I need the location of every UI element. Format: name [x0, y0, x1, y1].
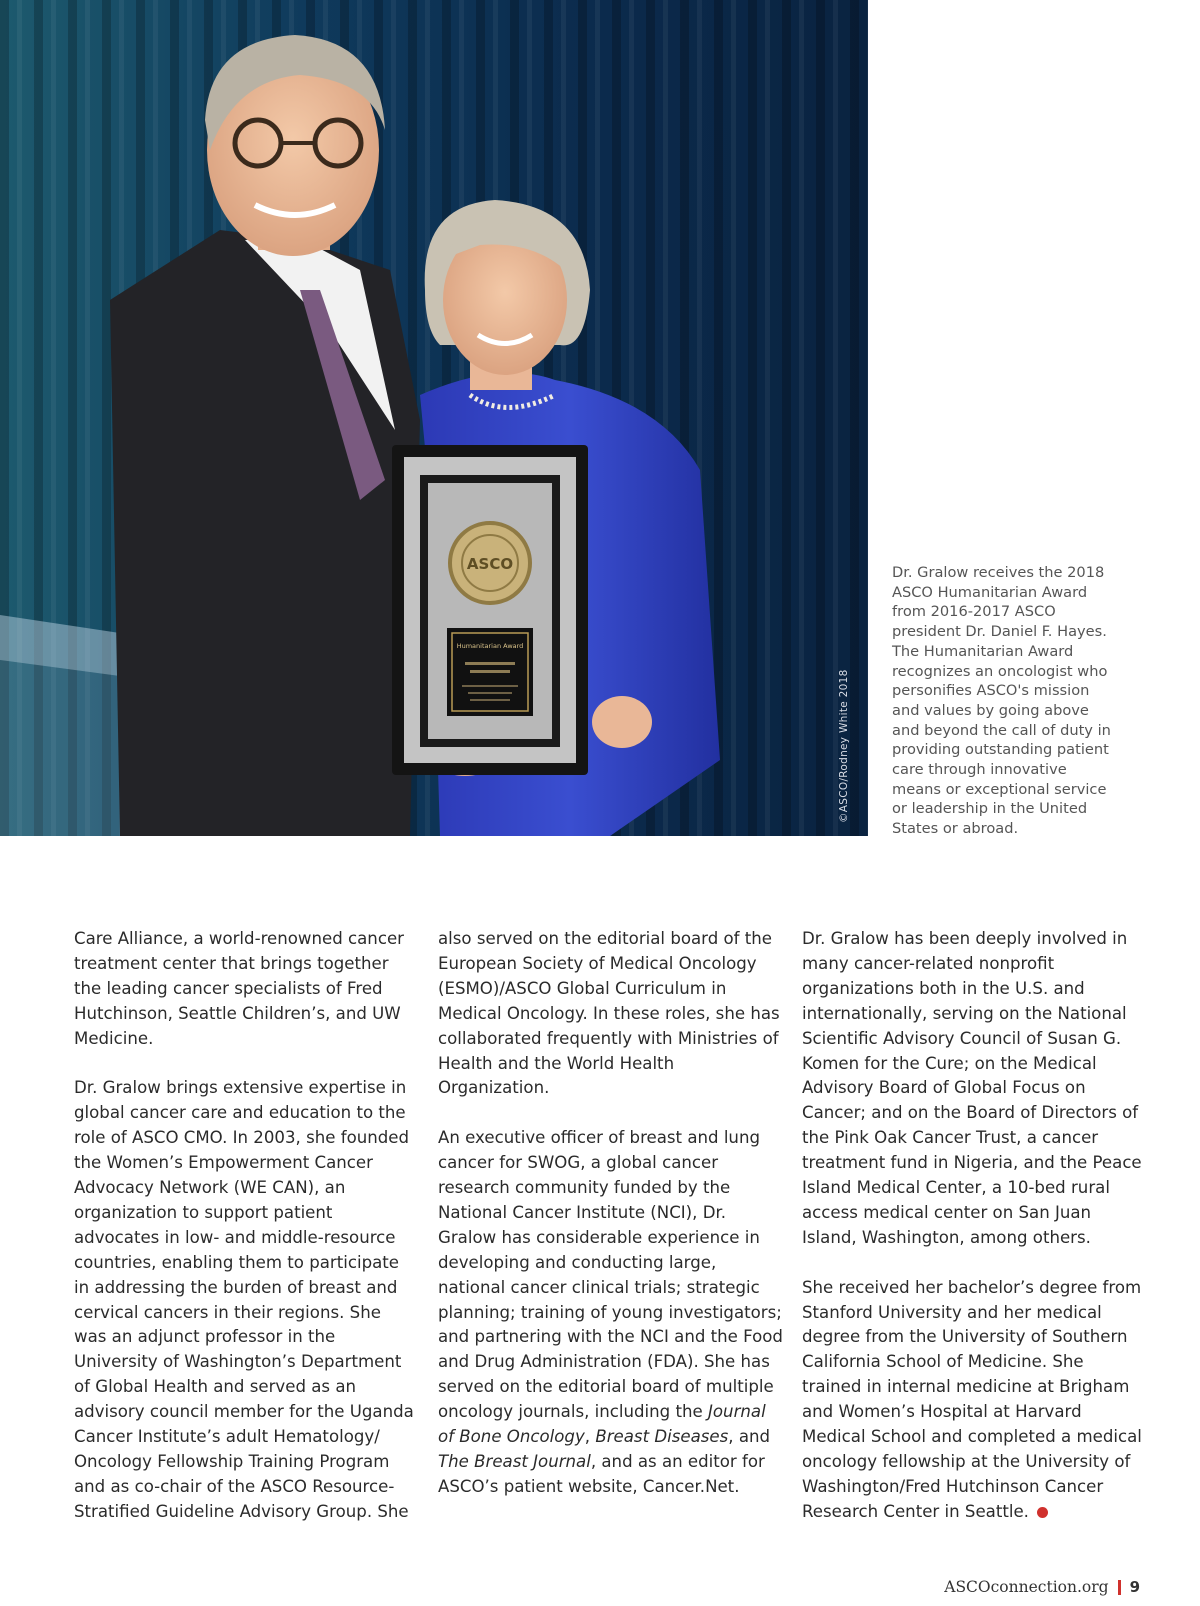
- award-photo-illustration: [0, 0, 868, 836]
- column-3-paragraph-1: Dr. Gralow has been deeply involved in many cancer-related nonprofit organizations both in the U.S. and internationally, serving on the National Scientific Advisory Council of Susan G. Komen for the Cure; on the Medical Advisory Board of Global Focus on Cancer; and on the Board of Directors of the Pink Oak Cancer Trust, a cancer treatment fund in Nigeria, and the Peace Island Medical Center, a 10-bed rural access medical center on San Juan Island, Washington, among others.: [802, 929, 1142, 1247]
- column-1-paragraph-1: Care Alliance, a world-renowned cancer treatment center that brings together the leading cancer specialists of Fred Hutchinson, Seattle Children’s, and UW Medicine.: [74, 929, 404, 1048]
- column-1-paragraph-2: Dr. Gralow brings extensive expertise in global cancer care and education to the role of ASCO CMO. In 2003, she founded the Women’s Empowerment Cancer Advocacy Network (WE CAN), an organization to support patient advocates in low- and middle-resource countries, enabling them to participate in addressing the burden of breast and cervical cancers in their regions. She was an adjunct professor in the University of Washington’s Department of Global Health and served as an advisory council member for the Uganda Cancer Institute’s adult Hematology/ Oncology Fellowship Training Program and as co-chair of the ASCO Resource-Stratified Guideline Advisory Group. She: [74, 1078, 414, 1521]
- article-column-2: [438, 927, 783, 1525]
- journal-separator-2: , and: [728, 1427, 771, 1447]
- column-3-paragraph-2: [802, 1276, 1147, 1525]
- column-2-paragraph-2: [438, 1126, 783, 1500]
- journal-title-breast-diseases: Breast Diseases: [595, 1427, 729, 1447]
- column-2-paragraph-2-lead: An executive officer of breast and lung cancer for SWOG, a global cancer research community funded by the National Cancer Institute (NCI), Dr. Gralow has considerable experience in developing and conducting large, national cancer clinical trials; strategic planning; training of young investigators; and partnering with the NCI and the Food and Drug Administration (FDA). She has served on the editorial board of multiple oncology journals, including the: [438, 1128, 783, 1422]
- article-column-1: [74, 927, 414, 1550]
- plaque-title: Humanitarian Award: [456, 642, 524, 650]
- photo-caption: Dr. Gralow receives the 2018 ASCO Humanitarian Award from 2016-2017 ASCO president Dr. Daniel F. Hayes. The Humanitarian Award recognizes an oncologist who personifies ASCO's mission and values by going above and beyond the call of duty in providing outstanding patient care through innovative means or exceptional service or leadership in the United States or abroad.: [892, 564, 1111, 838]
- footer-divider: [1118, 1580, 1121, 1595]
- column-3-paragraph-2-text: She received her bachelor’s degree from Stanford University and her medical degree from the University of Southern California School of Medicine. She trained in internal medicine at Brigham and Women’s Hospital at Harvard Medical School and completed a medical oncology fellowship at the University of Washington/Fred Hutchinson Cancer Research Center in Seattle.: [802, 1277, 1142, 1521]
- award-photo: [0, 0, 868, 836]
- award-plaque: [392, 445, 588, 775]
- plaque-seal-text: ASCO: [466, 555, 514, 573]
- column-2-paragraph-1: also served on the editorial board of the European Society of Medical Oncology (ESMO)/ASCO Global Curriculum in Medical Oncology. In these roles, she has collaborated frequently with Ministries of Health and the World Health Organization.: [438, 929, 780, 1098]
- footer-site-name: ASCOconnection.org: [944, 1578, 1109, 1596]
- photo-credit: ©ASCO/Rodney White 2018: [838, 669, 850, 823]
- journal-separator-1: ,: [584, 1427, 596, 1447]
- column-2-paragraph-2-tail: , and as an editor for ASCO’s patient website, Cancer.Net.: [438, 1452, 765, 1496]
- page-number: 9: [1129, 1578, 1140, 1596]
- end-of-article-dot-icon: [1037, 1507, 1048, 1518]
- journal-title-bone-oncology: Journal of Bone Oncology: [438, 1402, 766, 1447]
- page-footer: [944, 1578, 1140, 1596]
- journal-title-breast-journal: The Breast Journal: [438, 1452, 591, 1472]
- article-column-3: [802, 927, 1147, 1550]
